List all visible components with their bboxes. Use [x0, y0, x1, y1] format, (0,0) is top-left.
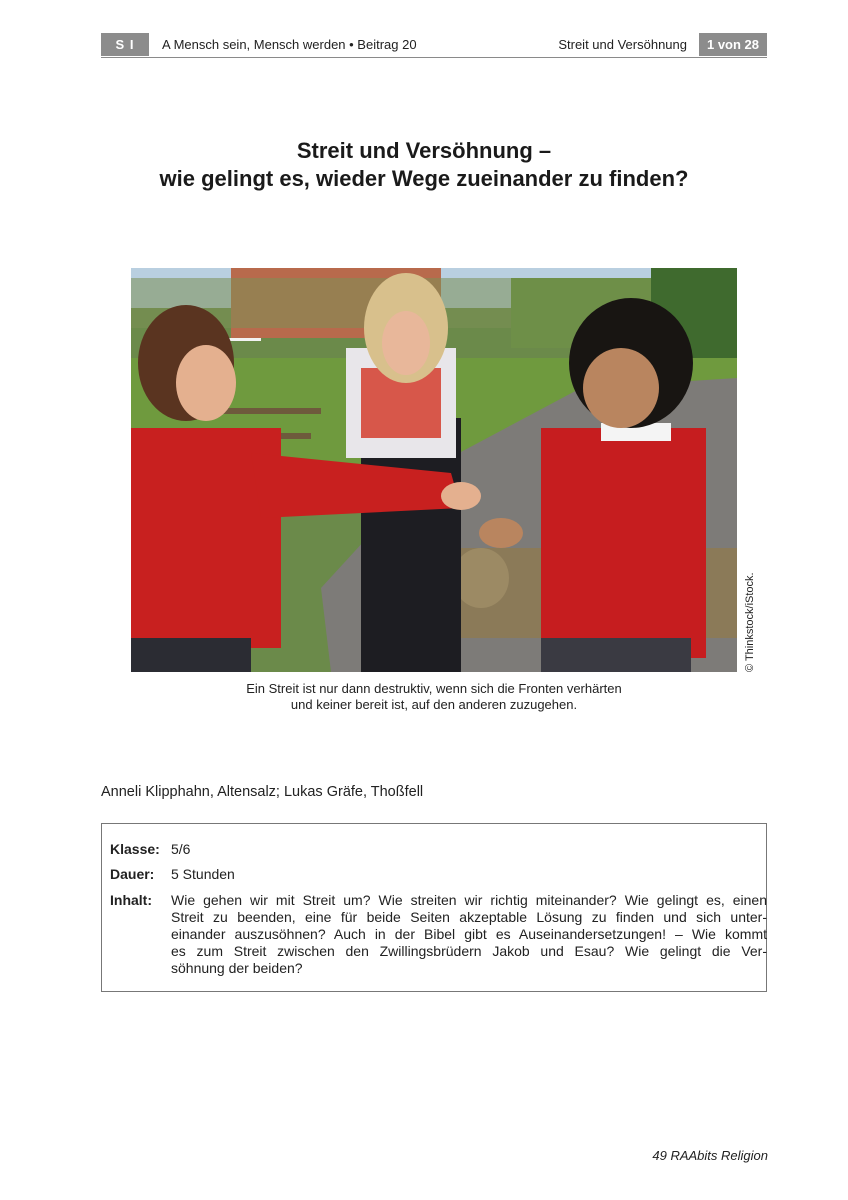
photo-caption-line2: und keiner bereit ist, auf den anderen zuzugehen. — [290, 697, 578, 712]
photo-credit: © Thinkstock/iStock. — [744, 572, 756, 672]
inhalt-line: einander auszusöhnen? Auch in der Bibel gibt es Auseinandersetzungen! – Wie kommt — [171, 926, 767, 942]
authors: Anneli Klipphahn, Altensalz; Lukas Gräfe, Thoßfell — [101, 784, 424, 800]
inhalt-text — [171, 892, 767, 977]
inhalt-label: Inhalt: — [110, 892, 152, 908]
cover-photo — [131, 268, 737, 672]
inhalt-line: Streit zu beenden, eine für beide Seiten akzeptable Lösung zu finden und sich unter- — [171, 909, 767, 925]
klasse-label: Klasse: — [110, 841, 160, 857]
page-title-line2: wie gelingt es, wieder Wege zueinander zu finden? — [159, 166, 689, 191]
series-label: A Mensch sein, Mensch werden • Beitrag 20 — [162, 37, 417, 52]
level-badge: S I — [101, 33, 149, 56]
inhalt-line: Wie gehen wir mit Streit um? Wie streiten wir richtig miteinander? Wie gelingt es, einen — [171, 892, 767, 908]
inhalt-line: söhnung der beiden? — [171, 960, 303, 976]
page-title-line1: Streit und Versöhnung – — [296, 138, 552, 163]
klasse-value: 5/6 — [171, 841, 191, 857]
inhalt-line: es zum Streit zwischen den Zwillingsbrüdern Jakob und Esau? Wie gelingt die Ver- — [171, 943, 767, 959]
dauer-value: 5 Stunden — [171, 866, 235, 882]
dauer-label: Dauer: — [110, 866, 155, 882]
info-box — [101, 823, 767, 992]
page-footer: 49 RAAbits Religion — [652, 1148, 768, 1163]
photo-caption-line1: Ein Streit ist nur dann destruktiv, wenn sich die Fronten verhärten — [246, 681, 622, 696]
topic-label: Streit und Versöhnung — [558, 37, 687, 52]
page-number-badge: 1 von 28 — [699, 33, 767, 56]
page-header — [101, 33, 767, 58]
